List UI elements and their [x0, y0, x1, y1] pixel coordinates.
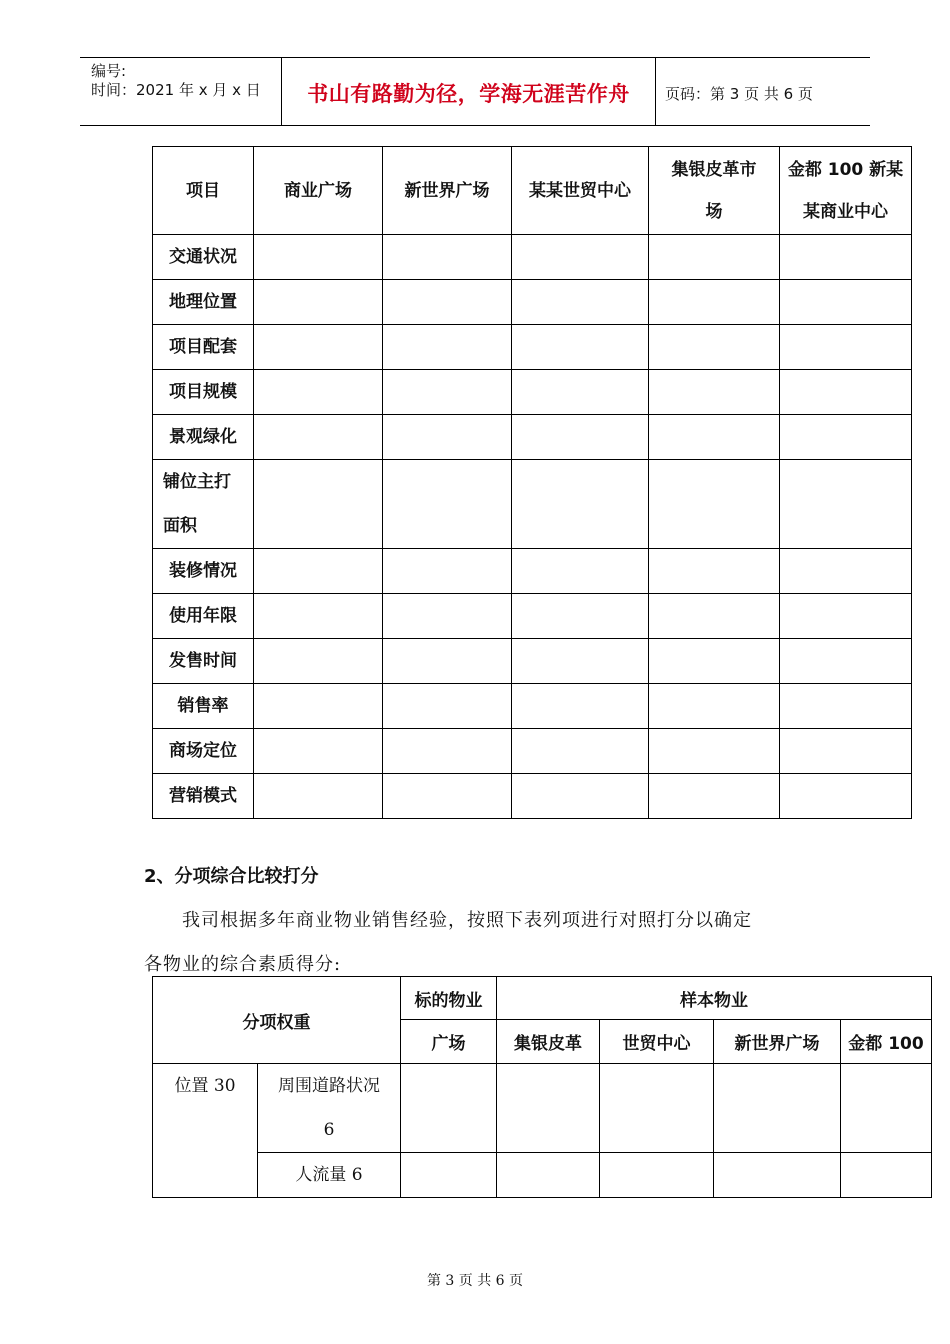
table-row	[153, 774, 912, 819]
table-row	[153, 684, 912, 729]
row-label: 项目配套	[153, 325, 254, 370]
table-row	[153, 415, 912, 460]
row-label: 地理位置	[153, 280, 254, 325]
row-label: 使用年限	[153, 594, 254, 639]
item-label-line2: 6	[323, 1120, 335, 1140]
header-cell-col2: 新世界广场	[383, 147, 512, 235]
header-cell-col5	[780, 147, 912, 235]
row-label: 交通状况	[153, 235, 254, 280]
table-row	[153, 639, 912, 684]
header-meta	[80, 58, 281, 125]
table-row	[153, 1153, 932, 1198]
group-label: 位置 30	[153, 1064, 258, 1198]
page-footer: 第 3 页 共 6 页	[426, 1273, 524, 1289]
header-motto-cell	[281, 58, 656, 125]
header-cell-project: 项目	[153, 147, 254, 235]
weight-header: 分项权重	[153, 977, 401, 1064]
page-info: 页码：第 3 页 共 6 页	[665, 85, 813, 103]
table-header-row	[153, 147, 912, 235]
col4-line1: 集银皮革市	[671, 159, 757, 180]
row-label: 销售率	[153, 684, 254, 729]
table-header-row	[153, 977, 932, 1020]
table-row	[153, 729, 912, 774]
table-row	[153, 280, 912, 325]
table-row	[153, 325, 912, 370]
time-label: 时间：2021 年 x 月 x 日	[91, 81, 261, 99]
row-label-line1: 铺位主打	[163, 472, 231, 492]
number-label: 编号:	[91, 62, 127, 80]
sample-col-4: 金都 100	[841, 1020, 932, 1064]
col5-line1: 金都 100 新某	[787, 159, 904, 180]
target-subheader: 广场	[401, 1020, 497, 1064]
row-label: 项目规模	[153, 370, 254, 415]
sample-header: 样本物业	[497, 977, 932, 1020]
header-cell-col3: 某某世贸中心	[512, 147, 649, 235]
row-label: 商场定位	[153, 729, 254, 774]
motto: 书山有路勤为径，学海无涯苦作舟	[307, 82, 630, 106]
table-row	[153, 549, 912, 594]
col5-line2: 某商业中心	[803, 201, 888, 222]
item-label: 人流量 6	[258, 1153, 401, 1198]
scoring-table	[152, 976, 932, 1198]
paragraph-line2: 各物业的综合素质得分:	[144, 954, 342, 975]
section-title: 2、分项综合比较打分	[144, 866, 319, 887]
table-row	[153, 460, 912, 549]
row-label: 装修情况	[153, 549, 254, 594]
table-row	[153, 370, 912, 415]
document-header	[80, 57, 870, 126]
table-row	[153, 1064, 932, 1153]
sample-col-2: 世贸中心	[600, 1020, 714, 1064]
sample-col-3: 新世界广场	[714, 1020, 841, 1064]
target-header: 标的物业	[401, 977, 497, 1020]
row-label: 发售时间	[153, 639, 254, 684]
header-cell-col1: 商业广场	[254, 147, 383, 235]
item-label	[258, 1064, 401, 1153]
col4-line2: 场	[705, 201, 723, 222]
sample-col-1: 集银皮革	[497, 1020, 600, 1064]
table-row	[153, 594, 912, 639]
paragraph-line1: 我司根据多年商业物业销售经验，按照下表列项进行对照打分以确定	[182, 910, 752, 931]
row-label: 营销模式	[153, 774, 254, 819]
header-cell-col4	[649, 147, 780, 235]
row-label: 景观绿化	[153, 415, 254, 460]
item-label-line1: 周围道路状况	[278, 1076, 380, 1096]
table-row	[153, 235, 912, 280]
row-label-line2: 面积	[163, 516, 197, 536]
row-label	[153, 460, 254, 549]
header-page-cell	[655, 58, 870, 125]
project-comparison-table	[152, 146, 912, 819]
